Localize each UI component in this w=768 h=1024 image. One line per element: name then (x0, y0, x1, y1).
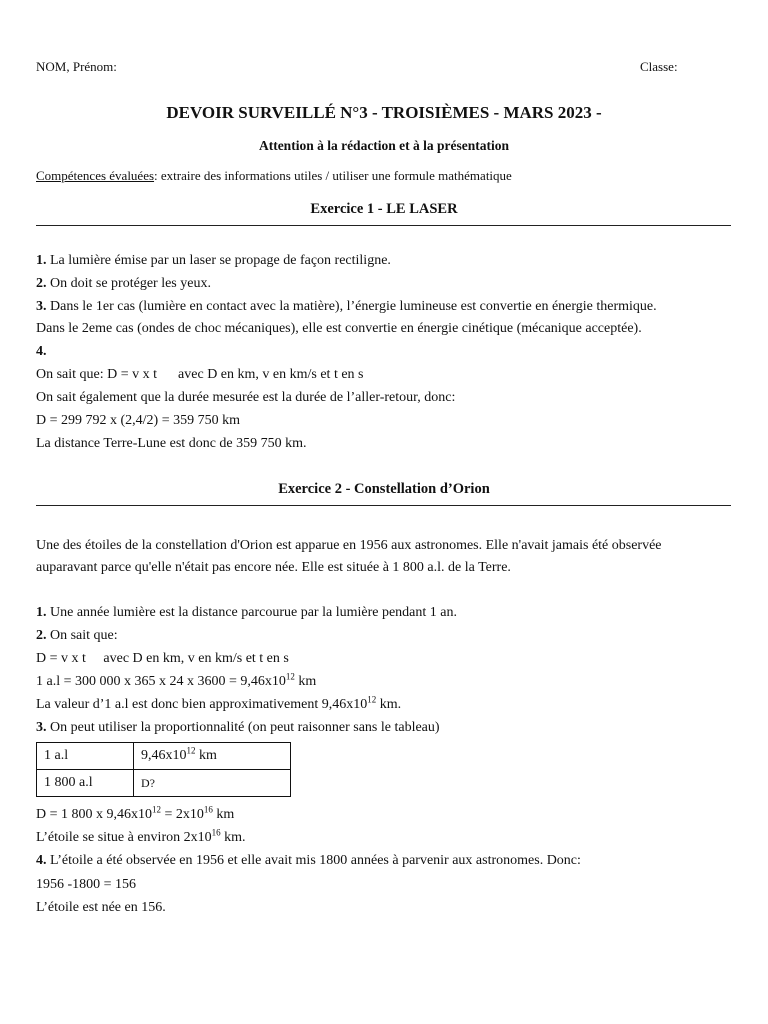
ex2-q2-line3 (36, 696, 401, 713)
exercise2-divider (36, 505, 731, 506)
ex2-q1-text: Une année lumière est la distance parcourue par la lumière pendant 1 an. (46, 605, 457, 620)
ex2-q2-line1: D = v x t avec D en km, v en km/s et t en s (36, 651, 289, 666)
ex2-q2-line2-text: 1 a.l = 300 000 x 365 x 24 x 3600 = 9,46x10 (36, 674, 286, 689)
table-cell-r1c2-unit: km (195, 748, 217, 763)
skills-text: : extraire des informations utiles / utiliser une formule mathématique (154, 168, 512, 183)
ex1-q3 (36, 298, 657, 315)
ex1-q4-num (36, 343, 47, 360)
ex1-q4-line4: La distance Terre-Lune est donc de 359 750 km. (36, 436, 307, 451)
class-label: Classe: (640, 59, 678, 74)
skills-label: Compétences évaluées (36, 168, 155, 183)
ex1-q1-text: La lumière émise par un laser se propage de façon rectiligne. (46, 253, 391, 268)
ex2-q4-text: L’étoile a été observée en 1956 et elle avait mis 1800 années à parvenir aux astronomes. Donc: (46, 853, 581, 868)
ex2-q3-num: 3. (36, 720, 47, 735)
ex2-q2 (36, 627, 118, 644)
table-row (37, 770, 291, 797)
exercise1-divider (36, 225, 731, 226)
ex2-q3-calc-text: D = 1 800 x 9,46x10 (36, 807, 153, 822)
ex2-intro-line2: auparavant parce qu'elle n'était pas encore née. Elle est située à 1 800 a.l. de la Terre. (36, 560, 511, 575)
ex2-q3-conclusion (36, 829, 246, 846)
ex2-q3-conclusion-text: L’étoile se situe à environ 2x10 (36, 830, 212, 845)
ex2-q3-calc-result: = 2x10 (161, 807, 204, 822)
page-subtitle: Attention à la rédaction et à la présentation (258, 138, 510, 153)
ex2-q2-line3-exponent: 12 (367, 694, 377, 705)
ex1-q2-text: On doit se protéger les yeux. (46, 276, 211, 291)
table-cell-r1c2 (134, 743, 291, 770)
ex1-q3-line2: Dans le 2eme cas (ondes de choc mécaniques), elle est convertie en énergie cinétique (mécanique acceptée). (36, 321, 642, 336)
ex2-q1-num: 1. (36, 605, 47, 620)
ex1-q4-line3: D = 299 792 x (2,4/2) = 359 750 km (36, 413, 241, 428)
ex2-q1 (36, 604, 457, 621)
ex2-q3-calc (36, 806, 234, 823)
ex2-q3 (36, 719, 440, 736)
ex2-q3-conclusion-exponent: 16 (211, 827, 221, 838)
ex1-q4-line1: On sait que: D = v x t avec D en km, v en km/s et t en s (36, 367, 364, 382)
ex2-q2-text: On sait que: (46, 628, 118, 643)
ex2-q2-line3-unit: km. (376, 697, 402, 712)
ex2-q2-line2 (36, 673, 316, 690)
ex1-q2 (36, 275, 211, 292)
ex2-intro-line1: Une des étoiles de la constellation d'Orion est apparue en 1956 aux astronomes. Elle n'avait jamais été observée (36, 538, 662, 553)
skills-line (36, 168, 512, 184)
table-cell-r2c2: D? (134, 770, 291, 797)
ex2-q2-line3-text: La valeur d’1 a.l est donc bien approximativement 9,46x10 (36, 697, 368, 712)
page-title: DEVOIR SURVEILLÉ N°3 - TROISIÈMES - MARS 2023 - (166, 103, 602, 122)
ex2-q2-num: 2. (36, 628, 47, 643)
ex1-q2-num: 2. (36, 276, 47, 291)
ex2-q3-calc-unit: km (212, 807, 235, 822)
proportionality-table (36, 742, 291, 797)
ex2-q2-line2-exponent: 12 (285, 671, 295, 682)
ex2-q2-line2-unit: km (294, 674, 317, 689)
ex1-q4-num-label: 4. (36, 344, 47, 359)
table-cell-r1c1: 1 a.l (37, 743, 134, 770)
name-label: NOM, Prénom: (36, 59, 117, 74)
exercise2-title: Exercice 2 - Constellation d’Orion (278, 481, 490, 497)
ex1-q1-num: 1. (36, 253, 47, 268)
table-cell-r1c2-text: 9,46x10 (141, 748, 187, 763)
ex1-q1 (36, 252, 391, 269)
table-cell-r1c2-exponent: 12 (186, 745, 196, 756)
ex2-q4-num: 4. (36, 853, 47, 868)
table-cell-r2c1: 1 800 a.l (37, 770, 134, 797)
ex2-q4-line1: 1956 -1800 = 156 (36, 877, 137, 892)
ex1-q4-line2: On sait également que la durée mesurée est la durée de l’aller-retour, donc: (36, 390, 456, 405)
ex1-q3-text: Dans le 1er cas (lumière en contact avec la matière), l’énergie lumineuse est convertie en énergie thermique. (46, 299, 657, 314)
ex2-q4 (36, 852, 581, 869)
ex2-q3-text: On peut utiliser la proportionnalité (on peut raisonner sans le tableau) (46, 720, 440, 735)
exercise1-title: Exercice 1 - LE LASER (310, 201, 458, 217)
ex2-q3-conclusion-unit: km. (220, 830, 246, 845)
ex1-q3-num: 3. (36, 299, 47, 314)
ex2-q4-line2: L’étoile est née en 156. (36, 900, 166, 915)
ex2-q3-calc-exponent1: 12 (152, 804, 162, 815)
table-row (37, 743, 291, 770)
ex2-q3-calc-exponent2: 16 (203, 804, 213, 815)
